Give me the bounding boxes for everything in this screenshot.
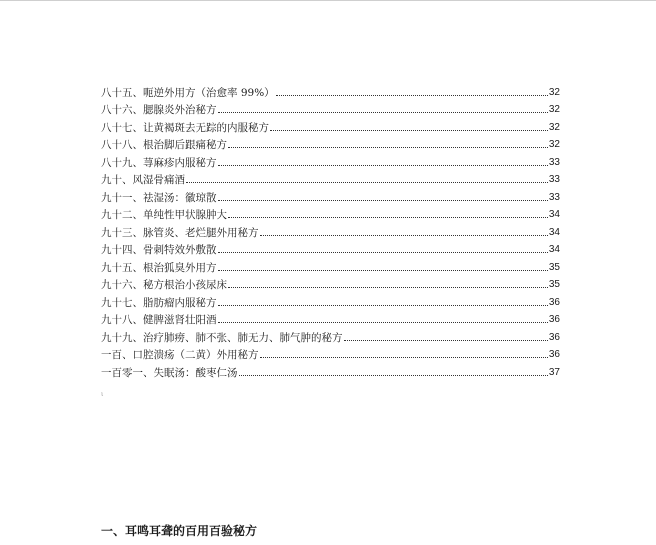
toc-entry-page: 32: [548, 104, 560, 115]
paragraph-mark: ι: [101, 391, 104, 398]
toc-dot-leader: [218, 252, 548, 253]
toc-entry[interactable]: [101, 291, 560, 309]
toc-entry-page: 36: [548, 296, 560, 308]
toc-entry-page: 32: [548, 139, 560, 150]
toc-entry[interactable]: [101, 116, 560, 134]
toc-entry-page: 37: [548, 366, 560, 378]
toc-dot-leader: [218, 270, 548, 271]
toc-dot-leader: [218, 165, 548, 166]
toc-entry-page: 33: [548, 174, 560, 185]
toc-entry-page: 32: [548, 86, 560, 98]
section-heading: 一、耳鸣耳聋的百用百验秘方: [101, 524, 258, 538]
toc-entry[interactable]: [101, 239, 560, 257]
toc-entry[interactable]: [101, 186, 560, 204]
toc-dot-leader: [260, 357, 548, 358]
toc-entry[interactable]: [101, 326, 560, 344]
toc-entry-title: 九十一、祛湿汤：徽琼散: [101, 191, 217, 204]
toc-entry-page: 32: [548, 121, 560, 133]
toc-entry-page: 36: [548, 331, 560, 343]
toc-dot-leader: [228, 217, 548, 218]
toc-dot-leader: [218, 322, 548, 323]
toc-dot-leader: [228, 147, 548, 148]
toc-entry-title: 九十七、脂肪瘤内服秘方: [101, 296, 217, 309]
toc-dot-leader: [270, 130, 548, 131]
toc-entry[interactable]: [101, 169, 560, 187]
toc-entry-page: 34: [548, 209, 560, 220]
toc-dot-leader: [276, 95, 548, 96]
toc-entry-page: 35: [548, 261, 560, 273]
toc-entry-title: 九十二、单纯性甲状腺肿大: [101, 209, 227, 221]
toc-entry-title: 九十六、秘方根治小孩尿床: [101, 279, 227, 291]
toc-entry-title: 九十三、脉管炎、老烂腿外用秘方: [101, 226, 259, 239]
toc-entry[interactable]: [101, 99, 560, 117]
toc-dot-leader: [239, 375, 548, 376]
toc-dot-leader: [344, 340, 548, 341]
toc-entry[interactable]: [101, 274, 560, 292]
toc-entry-title: 八十六、腮腺炎外治秘方: [101, 104, 217, 116]
toc-entry-title: 九十九、治疗肺痨、肺不张、肺无力、肺气肿的秘方: [101, 331, 343, 344]
toc-entry-title: 一百零一、失眠汤：酸枣仁汤: [101, 366, 238, 379]
toc-entry-page: 36: [548, 314, 560, 325]
toc-entry-title: 九十、风湿骨痛酒: [101, 174, 185, 186]
toc-entry[interactable]: [101, 309, 560, 327]
toc-entry[interactable]: [101, 344, 560, 362]
toc-dot-leader: [218, 200, 548, 201]
toc-dot-leader: [186, 182, 548, 183]
toc-entry[interactable]: [101, 256, 560, 274]
toc-dot-leader: [218, 112, 548, 113]
toc-dot-leader: [260, 235, 548, 236]
toc-entry[interactable]: [101, 81, 560, 99]
toc-entry-page: 36: [548, 349, 560, 360]
toc-entry-title: 九十五、根治狐臭外用方: [101, 261, 217, 274]
toc-entry-page: 35: [548, 279, 560, 290]
table-of-contents: [101, 81, 560, 379]
toc-entry-page: 33: [548, 191, 560, 203]
toc-entry[interactable]: [101, 361, 560, 379]
toc-entry[interactable]: [101, 151, 560, 169]
page-top-border: [0, 0, 656, 1]
toc-entry-title: 八十五、呃逆外用方（治愈率 99%）: [101, 86, 275, 99]
toc-entry-page: 33: [548, 156, 560, 168]
toc-entry-title: 九十八、健脾滋肾壮阳酒: [101, 314, 217, 326]
toc-dot-leader: [228, 287, 548, 288]
toc-entry-title: 八十八、根治脚后跟痛秘方: [101, 139, 227, 151]
toc-entry-page: 34: [548, 226, 560, 238]
toc-entry[interactable]: [101, 221, 560, 239]
toc-entry-title: 九十四、骨刺特效外敷散: [101, 244, 217, 256]
toc-entry[interactable]: [101, 204, 560, 222]
toc-entry-title: 一百、口腔溃疡（二黄）外用秘方: [101, 349, 259, 361]
toc-entry-page: 34: [548, 244, 560, 255]
toc-dot-leader: [218, 305, 548, 306]
toc-entry[interactable]: [101, 134, 560, 152]
toc-entry-title: 八十九、荨麻疹内服秘方: [101, 156, 217, 169]
toc-entry-title: 八十七、让黄褐斑去无踪的内服秘方: [101, 121, 269, 134]
